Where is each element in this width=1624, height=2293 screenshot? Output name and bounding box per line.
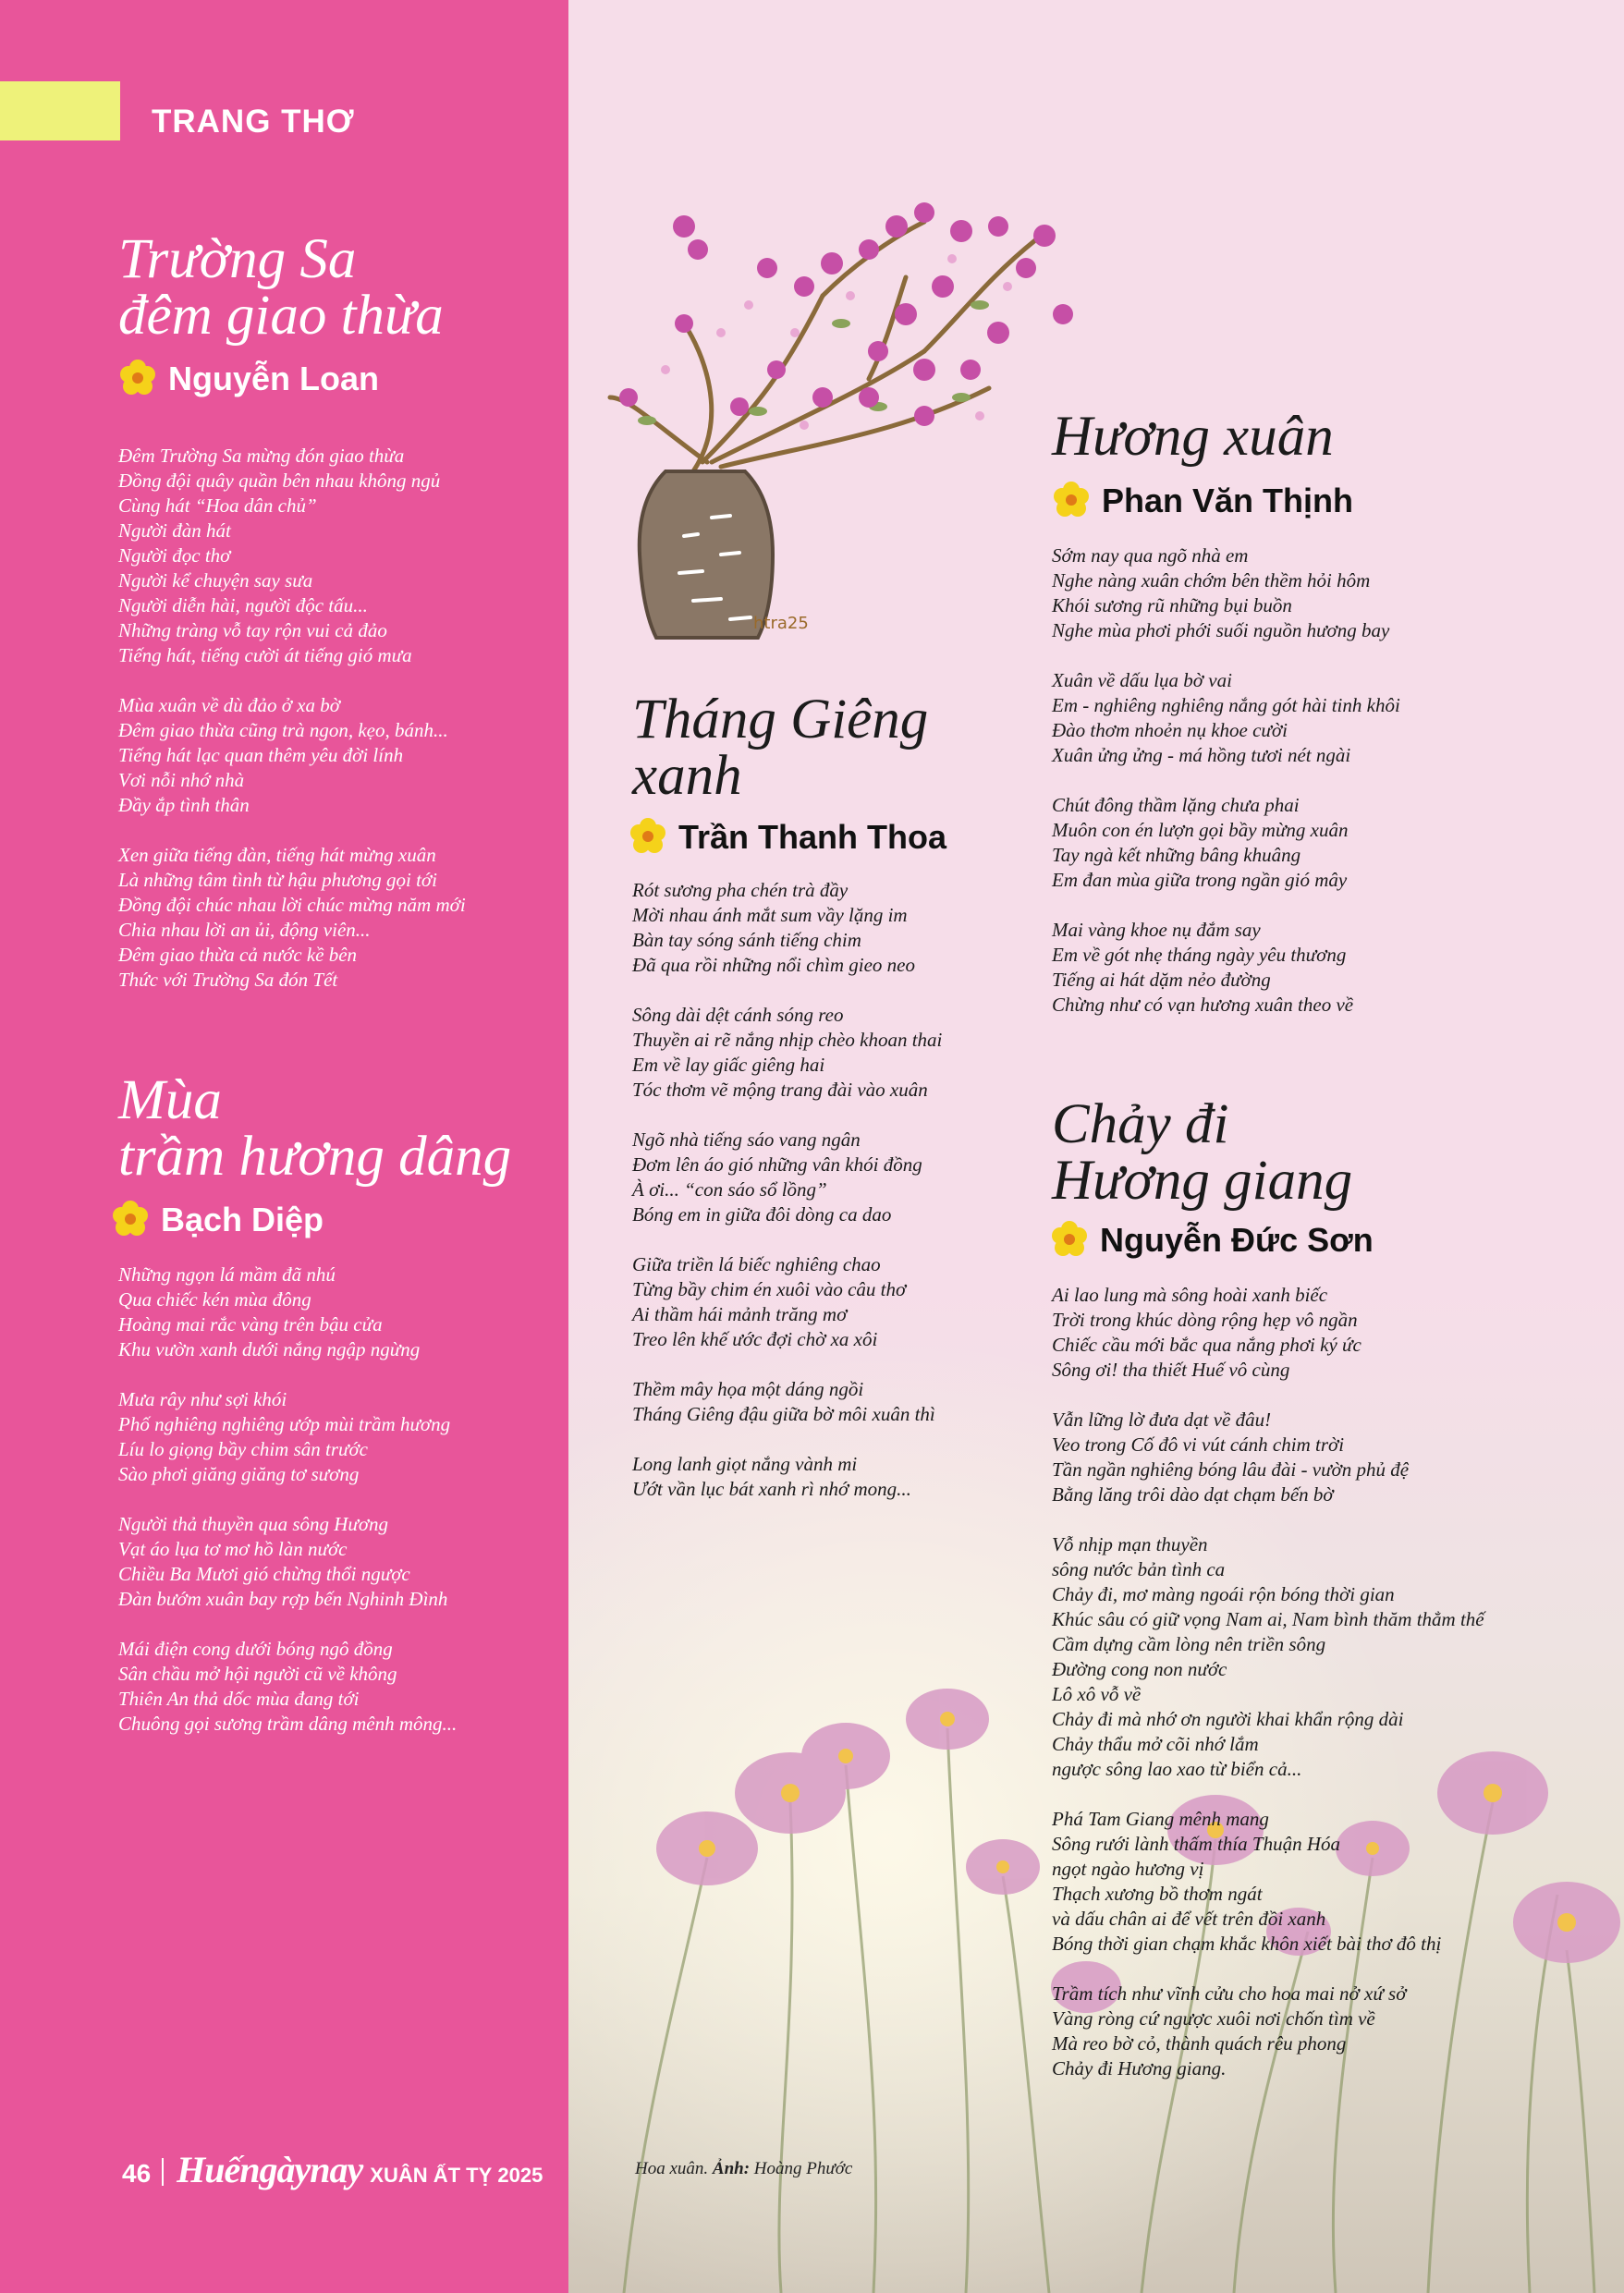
poem-5-body <box>1052 1283 1484 2081</box>
poem-line: Veo trong Cố đô vi vút cánh chim trời <box>1052 1433 1345 1456</box>
poem-line: Chiều Ba Mươi gió chừng thổi ngược <box>118 1563 410 1585</box>
page-footer <box>122 2148 543 2191</box>
poem-line: Mùa xuân về dù đảo ở xa bờ <box>118 694 340 716</box>
poem-line: Sào phơi giăng giăng tơ sương <box>118 1463 360 1485</box>
flower-icon <box>629 817 667 856</box>
caption-prefix: Hoa xuân. <box>635 2159 713 2178</box>
poem-line: Chảy đi, mơ màng ngoái rộn bóng thời gian <box>1052 1583 1395 1605</box>
poem-line: Chiếc cầu mới bắc qua nắng phơi ký ức <box>1052 1334 1361 1356</box>
poem-5-title-line: Hương giang <box>1052 1150 1353 1212</box>
poem-line: Bóng thời gian chạm khắc khôn xiết bài thơ đô thị <box>1052 1933 1442 1955</box>
poem-4-author <box>1052 481 1353 520</box>
poem-line: Đêm Trường Sa mừng đón giao thừa <box>118 445 405 467</box>
poem-line: Sân chầu mở hội người cũ về không <box>118 1663 397 1685</box>
poem-line: Muôn con én lượn gọi bầy mừng xuân <box>1052 819 1349 841</box>
poem-3-title <box>632 689 929 807</box>
poem-line: Những ngọn lá mầm đã nhú <box>118 1263 336 1286</box>
poem-line: Là những tâm tình từ hậu phương gọi tới <box>118 869 437 891</box>
poem-line: Thạch xương bồ thơm ngát <box>1052 1883 1263 1905</box>
poem-line: Treo lên khế ước đợi chờ xa xôi <box>632 1328 878 1350</box>
poem-line: Thuyền ai rẽ nắng nhịp chèo khoan thai <box>632 1029 943 1051</box>
poem-line: Chảy thẩu mở cõi nhớ lắm <box>1052 1733 1259 1755</box>
poem-line: Phá Tam Giang mênh mang <box>1052 1808 1269 1830</box>
poem-line: Từng bầy chim én xuôi vào câu thơ <box>632 1278 907 1300</box>
stanza-gap <box>632 1227 942 1252</box>
poem-line: Xuân về dấu lụa bờ vai <box>1052 669 1232 691</box>
poem-line: Bóng em in giữa đôi dòng ca dao <box>632 1203 892 1226</box>
poem-line: Vẫn lững lờ đưa dạt về đâu! <box>1052 1409 1272 1431</box>
stanza-gap <box>632 1103 942 1128</box>
stanza-gap <box>118 668 466 693</box>
poem-line: Hoàng mai rắc vàng trên bậu cửa <box>118 1313 383 1336</box>
poem-3-title-line: xanh <box>632 745 742 807</box>
poem-1-body <box>118 444 466 993</box>
issue-label: XUÂN ẤT TỴ 2025 <box>370 2164 543 2187</box>
stanza-gap <box>632 978 942 1003</box>
stanza-gap <box>1052 1507 1484 1532</box>
stanza-gap <box>1052 1957 1484 1982</box>
poem-line: Long lanh giọt nắng vành mi <box>632 1453 858 1475</box>
stanza-gap <box>632 1352 942 1377</box>
poem-line: Đã qua rồi những nổi chìm gieo neo <box>632 954 916 976</box>
poem-5-author-name: Nguyễn Đức Sơn <box>1100 1221 1374 1259</box>
poem-4-title <box>1052 406 1334 468</box>
poem-line: Sông rưới lành thấm thía Thuận Hóa <box>1052 1833 1341 1855</box>
flower-icon <box>111 1200 150 1238</box>
poem-line: Em - nghiêng nghiêng nắng gót hài tinh khôi <box>1052 694 1400 716</box>
poem-4-title-line: Hương xuân <box>1052 406 1334 468</box>
poem-line: Xen giữa tiếng đàn, tiếng hát mừng xuân <box>118 844 436 866</box>
poem-line: Đồng đội chúc nhau lời chúc mừng năm mới <box>118 894 466 916</box>
poem-line: Cầm dựng cầm lòng nên triền sông <box>1052 1633 1326 1655</box>
poem-line: Chảy đi Hương giang. <box>1052 2057 1227 2080</box>
poem-line: Người thả thuyền qua sông Hương <box>118 1513 389 1535</box>
poem-line: Mai vàng khoe nụ đắm say <box>1052 919 1261 941</box>
section-accent-bar <box>0 81 120 140</box>
poem-line: Sông ơi! tha thiết Huế vô cùng <box>1052 1359 1290 1381</box>
poem-line: Người đọc thơ <box>118 544 231 567</box>
poem-line: Chừng như có vạn hương xuân theo về <box>1052 994 1354 1016</box>
poem-line: Vàng ròng cứ ngược xuôi nơi chốn tìm về <box>1052 2007 1375 2030</box>
poem-line: Tháng Giêng đậu giữa bờ môi xuân thì <box>632 1403 935 1425</box>
stanza-gap <box>118 818 466 843</box>
poem-2-title <box>118 1069 512 1188</box>
poem-line: Bàn tay sóng sánh tiếng chim <box>632 929 861 951</box>
poem-line: Khu vườn xanh dưới nắng ngập ngừng <box>118 1338 421 1360</box>
poem-line: Người diễn hài, người độc tấu... <box>118 594 368 616</box>
poem-2-author <box>111 1200 324 1239</box>
poem-line: Giữa triền lá biếc nghiêng chao <box>632 1253 881 1275</box>
stanza-gap <box>1052 1383 1484 1408</box>
stanza-gap <box>632 1427 942 1452</box>
stanza-gap <box>118 1612 457 1637</box>
poem-line: Chút đông thầm lặng chưa phai <box>1052 794 1300 816</box>
poem-line: và dấu chân ai để vết trên đồi xanh <box>1052 1908 1326 1930</box>
poem-line: Sớm nay qua ngõ nhà em <box>1052 544 1249 567</box>
poem-line: Tiếng ai hát dặm nẻo đường <box>1052 969 1271 991</box>
photo-caption <box>635 2159 852 2179</box>
poem-line: Ngõ nhà tiếng sáo vang ngân <box>632 1128 861 1151</box>
poem-line: Mái điện cong dưới bóng ngô đồng <box>118 1638 393 1660</box>
poem-line: Đêm giao thừa cũng trà ngon, kẹo, bánh... <box>118 719 448 741</box>
poem-line: Bằng lăng trôi dào dạt chạm bến bờ <box>1052 1483 1334 1506</box>
poem-1-author <box>118 359 379 398</box>
poem-line: Tần ngần nghiêng bóng lâu đài - vườn phủ đệ <box>1052 1458 1410 1481</box>
poem-line: Líu lo giọng bầy chim sân trước <box>118 1438 368 1460</box>
poem-line: Lô xô vỗ về <box>1052 1683 1142 1705</box>
poem-5-author <box>1050 1220 1374 1260</box>
poem-line: Mời nhau ánh mắt sum vầy lặng im <box>632 904 908 926</box>
poem-2-title-line: Mùa <box>118 1069 222 1131</box>
poem-line: Đêm giao thừa cả nước kề bên <box>118 944 358 966</box>
poem-line: Những tràng vỗ tay rộn vui cả đảo <box>118 619 387 641</box>
poem-line: Đường cong non nước <box>1052 1658 1227 1680</box>
poem-3-title-line: Tháng Giêng <box>632 689 929 750</box>
flower-icon <box>1052 481 1091 519</box>
poem-line: Em về lay giấc giêng hai <box>632 1054 825 1076</box>
poem-line: À ơi... “con sáo sổ lồng” <box>632 1178 827 1201</box>
poem-line: Vỗ nhịp mạn thuyền <box>1052 1533 1208 1555</box>
poem-2-body <box>118 1262 457 1737</box>
poem-5-title <box>1052 1093 1353 1212</box>
magazine-brand: Huếngàynay <box>177 2149 363 2190</box>
illustration-signature: htra25 <box>753 614 809 633</box>
poem-line: Trời trong khúc dòng rộng hẹp vô ngần <box>1052 1309 1358 1331</box>
poem-line: Đầy ắp tình thân <box>118 794 250 816</box>
poem-line: Phố nghiêng nghiêng ướp mùi trầm hương <box>118 1413 451 1435</box>
stanza-gap <box>118 1362 457 1387</box>
stanza-gap <box>118 1487 457 1512</box>
poem-line: Đồng đội quây quần bên nhau không ngủ <box>118 470 441 492</box>
poem-5-title-line: Chảy đi <box>1052 1093 1229 1155</box>
poem-line: Ướt vần lục bát xanh rì nhớ mong... <box>632 1478 911 1500</box>
flower-icon <box>1050 1220 1089 1259</box>
poem-line: Nghe nàng xuân chớm bên thềm hỏi hôm <box>1052 569 1371 592</box>
poem-line: Mà reo bờ cỏ, thành quách rêu phong <box>1052 2032 1347 2055</box>
poem-line: Chảy đi mà nhớ ơn người khai khẩn rộng dài <box>1052 1708 1404 1730</box>
poem-line: Người đàn hát <box>118 519 231 542</box>
poem-line: Người kể chuyện say sưa <box>118 569 313 592</box>
poem-line: Vơi nỗi nhớ nhà <box>118 769 245 791</box>
page-number: 46 <box>122 2159 152 2188</box>
caption-name: Hoàng Phước <box>750 2159 853 2178</box>
stanza-gap <box>1052 643 1400 668</box>
footer-divider <box>162 2158 164 2186</box>
poem-4-body <box>1052 543 1400 1018</box>
poem-line: Tóc thơm vẽ mộng trang đài vào xuân <box>632 1079 928 1101</box>
poem-line: Chia nhau lời an ủi, động viên... <box>118 919 371 941</box>
poem-line: Trầm tích như vĩnh cửu cho hoa mai nở xứ sở <box>1052 1982 1407 2005</box>
section-label: TRANG THƠ <box>152 104 355 140</box>
poem-line: Sông dài dệt cánh sóng reo <box>632 1004 844 1026</box>
flower-icon <box>118 359 157 397</box>
poem-3-body <box>632 878 942 1502</box>
poem-3-author <box>629 817 946 857</box>
poem-1-title-line: đêm giao thừa <box>118 285 444 347</box>
poem-line: Tiếng hát lạc quan thêm yêu đời lính <box>118 744 404 766</box>
poem-line: ngọt ngào hương vị <box>1052 1858 1204 1880</box>
stanza-gap <box>1052 893 1400 918</box>
poem-4-author-name: Phan Văn Thịnh <box>1102 482 1354 519</box>
poem-line: Qua chiếc kén mùa đông <box>118 1288 311 1311</box>
poem-2-title-line: trầm hương dâng <box>118 1126 512 1188</box>
poem-3-author-name: Trần Thanh Thoa <box>678 818 947 856</box>
poem-line: Ai lao lung mà sông hoài xanh biếc <box>1052 1284 1328 1306</box>
poem-line: Khói sương rũ những bụi buồn <box>1052 594 1292 616</box>
poem-line: Chuông gọi sương trầm dâng mênh mông... <box>118 1713 458 1735</box>
poem-line: Thức với Trường Sa đón Tết <box>118 969 338 991</box>
poem-line: Ai thầm hái mảnh trăng mơ <box>632 1303 848 1325</box>
poem-line: Vạt áo lụa tơ mơ hồ làn nước <box>118 1538 348 1560</box>
poem-line: Khúc sâu có giữ vọng Nam ai, Nam bình thăm thẳm thế <box>1052 1608 1484 1630</box>
poem-line: Cùng hát “Hoa dân chủ” <box>118 494 317 517</box>
blossom-vase-illustration <box>592 185 1109 647</box>
poem-line: Đào thơm nhoẻn nụ khoe cười <box>1052 719 1288 741</box>
poem-line: Đơm lên áo gió những vân khói đồng <box>632 1153 922 1176</box>
poem-line: Nghe mùa phơi phới suối nguồn hương bay <box>1052 619 1390 641</box>
poem-line: Tay ngà kết những bâng khuâng <box>1052 844 1301 866</box>
poem-line: Em đan mùa giữa trong ngần gió mây <box>1052 869 1348 891</box>
poem-line: sông nước bản tình ca <box>1052 1558 1226 1580</box>
stanza-gap <box>1052 1782 1484 1807</box>
poem-line: ngược sông lao xao từ biển cả... <box>1052 1758 1302 1780</box>
poem-line: Em về gót nhẹ tháng ngày yêu thương <box>1052 944 1347 966</box>
stanza-gap <box>1052 768 1400 793</box>
poem-line: Tiếng hát, tiếng cười át tiếng gió mưa <box>118 644 412 666</box>
poem-2-author-name: Bạch Diệp <box>161 1201 324 1238</box>
caption-label: Ảnh: <box>712 2159 751 2178</box>
poem-line: Đàn bướm xuân bay rợp bến Nghinh Đình <box>118 1588 448 1610</box>
poem-line: Mưa rây như sợi khói <box>118 1388 287 1410</box>
poem-line: Rót sương pha chén trà đầy <box>632 879 849 901</box>
poem-line: Thềm mây họa một dáng ngồi <box>632 1378 864 1400</box>
poem-1-author-name: Nguyễn Loan <box>168 360 380 397</box>
poem-1-title-line: Trường Sa <box>118 228 357 290</box>
poem-line: Thiên An thả dốc mùa đang tới <box>118 1688 360 1710</box>
poem-1-title <box>118 228 444 347</box>
poem-line: Xuân ửng ửng - má hồng tươi nét ngài <box>1052 744 1351 766</box>
